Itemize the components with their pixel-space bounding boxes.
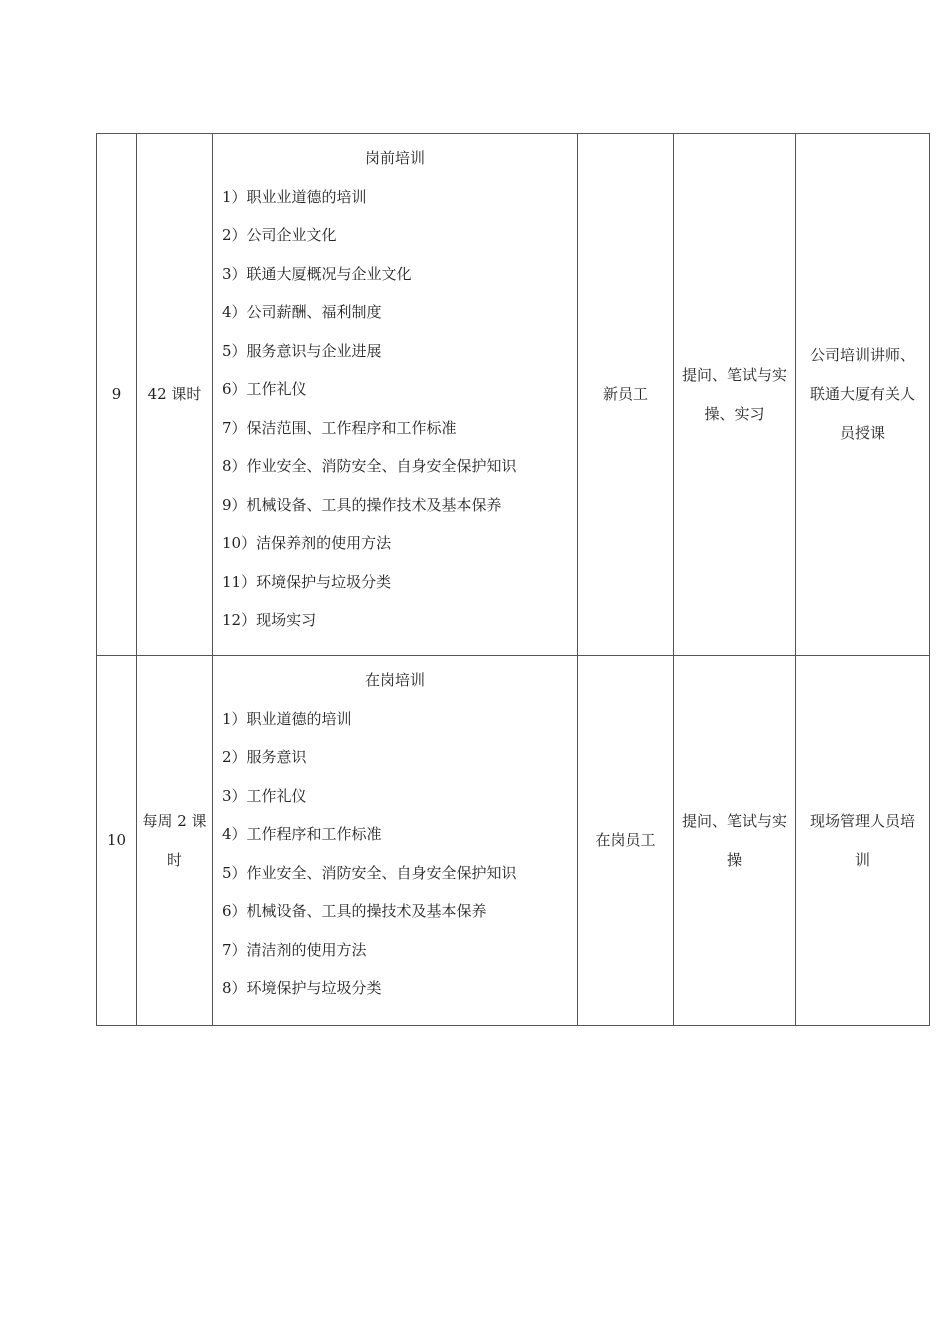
list-item: 12）现场实习 [222, 611, 317, 629]
training-table [96, 133, 930, 1026]
target-cell [578, 656, 674, 1026]
list-item: 10）洁保养剂的使用方法 [222, 534, 392, 552]
method-cell [674, 134, 796, 656]
list-item: 1）职业业道德的培训 [222, 187, 367, 206]
list-item: 3）联通大厦概况与企业文化 [222, 264, 412, 283]
list-item: 4）工作程序和工作标准 [222, 825, 382, 843]
table-row [97, 656, 930, 1026]
list-item: 7）保洁范围、工作程序和工作标准 [222, 418, 457, 437]
row-number-cell [97, 656, 137, 1026]
list-item: 1）职业道德的培训 [222, 709, 352, 728]
list-item: 7）清洁剂的使用方法 [222, 940, 367, 959]
hours: 每周 2 课时 [142, 811, 207, 869]
row-number: 10 [106, 831, 127, 849]
list-item: 11）环境保护与垃圾分类 [222, 572, 392, 591]
list-item: 9）机械设备、工具的操作技术及基本保养 [222, 495, 502, 514]
list-item: 8）环境保护与垃圾分类 [222, 979, 382, 997]
teacher-cell [796, 656, 930, 1026]
list-item: 6）工作礼仪 [222, 380, 307, 398]
method: 提问、笔试与实操 [682, 811, 788, 869]
content-cell [213, 134, 578, 656]
list-item: 6）机械设备、工具的操技术及基本保养 [222, 902, 487, 920]
list-item: 4）公司薪酬、福利制度 [222, 303, 382, 321]
hours: 42 课时 [147, 385, 202, 403]
method: 提问、笔试与实操、实习 [682, 365, 788, 423]
method-cell [674, 656, 796, 1026]
list-item: 3）工作礼仪 [222, 786, 307, 805]
hours-cell [137, 656, 213, 1026]
list-item: 2）公司企业文化 [222, 226, 337, 244]
content-title: 在岗培训 [364, 671, 425, 689]
row-number-cell [97, 134, 137, 656]
target-cell [578, 134, 674, 656]
hours-cell [137, 134, 213, 656]
target: 在岗员工 [595, 831, 656, 849]
teacher: 公司培训讲师、联通大厦有关人员授课 [809, 346, 915, 442]
target: 新员工 [602, 385, 648, 403]
list-item: 5）服务意识与企业进展 [222, 341, 382, 360]
list-item: 5）作业安全、消防安全、自身安全保护知识 [222, 863, 517, 882]
content-title: 岗前培训 [364, 149, 425, 167]
list-item: 2）服务意识 [222, 748, 307, 766]
teacher-cell [796, 134, 930, 656]
row-number: 9 [111, 385, 122, 403]
table-row [97, 134, 930, 656]
content-cell [213, 656, 578, 1026]
teacher: 现场管理人员培训 [809, 811, 915, 869]
list-item: 8）作业安全、消防安全、自身安全保护知识 [222, 457, 517, 475]
